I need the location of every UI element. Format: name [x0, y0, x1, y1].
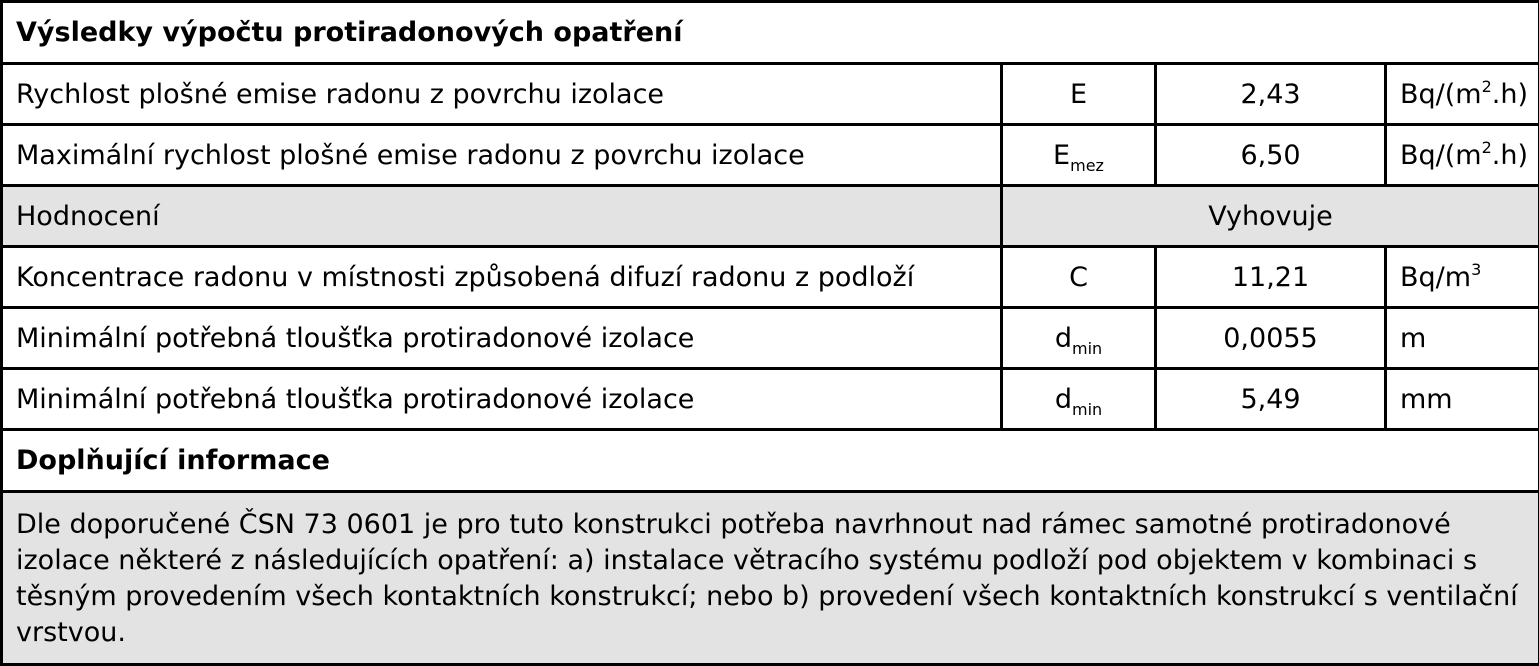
additional-heading-row: [2, 430, 1539, 492]
row-label: Minimální potřebná tloušťka protiradonové izolace: [2, 369, 1002, 430]
row-unit: $Bq/m^3$: [1386, 247, 1539, 308]
row-unit: mm: [1386, 369, 1539, 430]
table-row: [2, 369, 1539, 430]
evaluation-row: [2, 186, 1539, 247]
row-unit: $Bq/(m^2.h)$: [1386, 64, 1539, 125]
row-label: Maximální rychlost plošné emise radonu z povrchu izolace: [2, 125, 1002, 186]
row-symbol: E: [1002, 64, 1156, 125]
row-symbol: $d_{min}$: [1002, 369, 1156, 430]
row-label: Koncentrace radonu v místnosti způsobená difuzí radonu z podloží: [2, 247, 1002, 308]
table-row: [2, 247, 1539, 308]
row-unit: $Bq/(m^2.h)$: [1386, 125, 1539, 186]
row-value: 0,0055: [1156, 308, 1386, 369]
row-value: 6,50: [1156, 125, 1386, 186]
title-row: [2, 2, 1539, 64]
row-symbol: $E_{mez}$: [1002, 125, 1156, 186]
evaluation-result: Vyhovuje: [1002, 186, 1539, 247]
row-symbol: C: [1002, 247, 1156, 308]
evaluation-label: Hodnocení: [2, 186, 1002, 247]
row-value: 5,49: [1156, 369, 1386, 430]
additional-text-row: [2, 492, 1539, 665]
table-row: [2, 308, 1539, 369]
additional-heading: Doplňující informace: [2, 430, 1539, 492]
table-row: [2, 64, 1539, 125]
table-row: [2, 125, 1539, 186]
table-title: Výsledky výpočtu protiradonových opatření: [2, 2, 1539, 64]
row-label: Minimální potřebná tloušťka protiradonové izolace: [2, 308, 1002, 369]
row-unit: m: [1386, 308, 1539, 369]
row-symbol: $d_{min}$: [1002, 308, 1156, 369]
additional-text: Dle doporučené ČSN 73 0601 je pro tuto konstrukci potřeba navrhnout nad rámec samotné protiradonové izolace některé z následujících opatření: a) instalace větracího systému podloží pod objektem v kombinaci s těsným provedením všech kontaktních konstrukcí; nebo b) provedení všech kontaktních konstrukcí s ventilační vrstvou.: [2, 492, 1539, 665]
row-label: Rychlost plošné emise radonu z povrchu izolace: [2, 64, 1002, 125]
row-value: 2,43: [1156, 64, 1386, 125]
row-value: 11,21: [1156, 247, 1386, 308]
